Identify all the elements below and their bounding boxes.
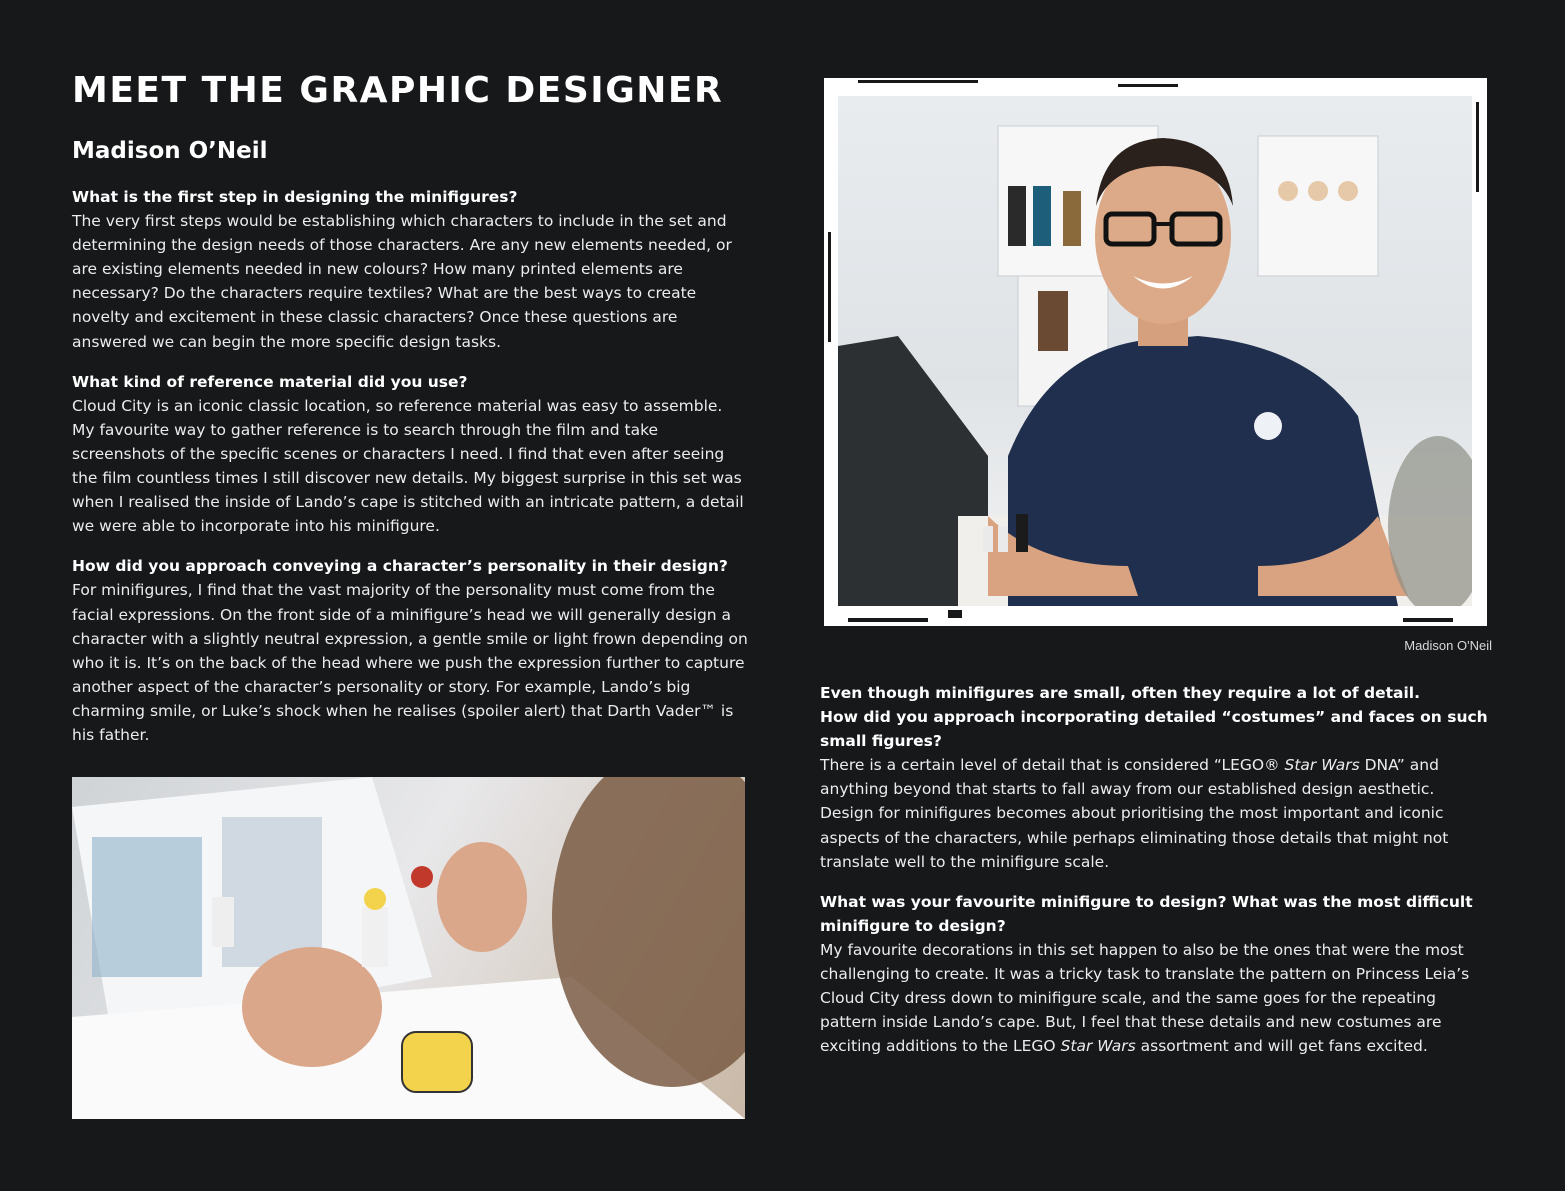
answer: Cloud City is an iconic classic location, so reference material was easy to assemble. My favourite way to gather reference is to search through the film and take screenshots of the specific scenes or characters I need. I find that even after seeing the film countless times I still discover new details. My biggest surprise in this set was when I realised the inside of Lando’s cape is stitched with an intricate pattern, a detail we were able to incorporate into his minifigure. bbox=[72, 396, 744, 536]
answer-text: assortment and will get fans excited. bbox=[1135, 1037, 1428, 1056]
right-column bbox=[820, 681, 1490, 1074]
question-line: Even though minifigures are small, often they require a lot of detail. bbox=[820, 684, 1421, 702]
page-title: MEET THE GRAPHIC DESIGNER bbox=[72, 70, 724, 111]
portrait-illustration bbox=[838, 96, 1472, 606]
qa-detail bbox=[820, 681, 1490, 874]
answer-text: There is a certain level of detail that is considered “LEGO® bbox=[820, 756, 1285, 775]
question: What kind of reference material did you use? bbox=[72, 372, 468, 391]
question: How did you approach conveying a character’s personality in their design? bbox=[72, 557, 728, 576]
answer bbox=[820, 938, 1490, 1058]
qa-personality bbox=[72, 554, 748, 747]
answer: The very first steps would be establishing which characters to include in the set and determining the design needs of those characters. Are any new elements needed, or are existing elements needed in new colours? How many printed elements are necessary? Do the characters require textiles? What are the best ways to create novelty and excitement in these classic characters? Once these questions are answered we can begin the more specific design tasks. bbox=[72, 212, 732, 351]
work-photo bbox=[72, 777, 745, 1119]
designer-name: Madison O’Neil bbox=[72, 138, 268, 164]
qa-first-step bbox=[72, 185, 748, 354]
portrait-photo bbox=[838, 96, 1472, 606]
answer-italic: Star Wars bbox=[1284, 756, 1360, 775]
answer-text: My favourite decorations in this set happen to also be the ones that were the most challenging to create. It was a tricky task to translate the pattern on Princess Leia’s Cloud City dress down to minifigure scale, and the same goes for the repeating pattern inside Lando’s cape. But, I feel that these details and new costumes are exciting additions to the LEGO bbox=[820, 940, 1470, 1056]
question: What is the first step in designing the minifigures? bbox=[72, 188, 518, 206]
question bbox=[820, 681, 1490, 753]
left-column bbox=[72, 185, 748, 763]
photo-caption: Madison O'Neil bbox=[1404, 638, 1492, 653]
answer-text: DNA” and anything beyond that starts to fall away from our established design aesthetic. Design for minifigures becomes about prioritising the most important and iconic aspects of the characters, while perhaps eliminating those details that might not translate well to the minifigure scale. bbox=[820, 756, 1449, 871]
portrait-frame bbox=[818, 72, 1493, 632]
answer-italic: Star Wars bbox=[1060, 1037, 1136, 1056]
question: What was your favourite minifigure to design? What was the most difficult minifigure to design? bbox=[820, 892, 1473, 935]
question-line: How did you approach incorporating detailed “costumes” and faces on such small figures? bbox=[820, 708, 1488, 751]
answer: For minifigures, I find that the vast majority of the personality must come from the facial expressions. On the front side of a minifigure’s head we will generally design a character with a slightly neutral expression, a gentle smile or light frown depending on who it is. It’s on the back of the head where we push the expression further to capture another aspect of the character’s personality or story. For example, Lando’s big charming smile, or Luke’s shock when he realises (spoiler alert) that Darth Vader™ is his father. bbox=[72, 581, 748, 744]
qa-reference-material bbox=[72, 370, 748, 539]
work-illustration bbox=[72, 777, 745, 1119]
answer bbox=[820, 753, 1490, 873]
qa-favourite bbox=[820, 890, 1490, 1059]
